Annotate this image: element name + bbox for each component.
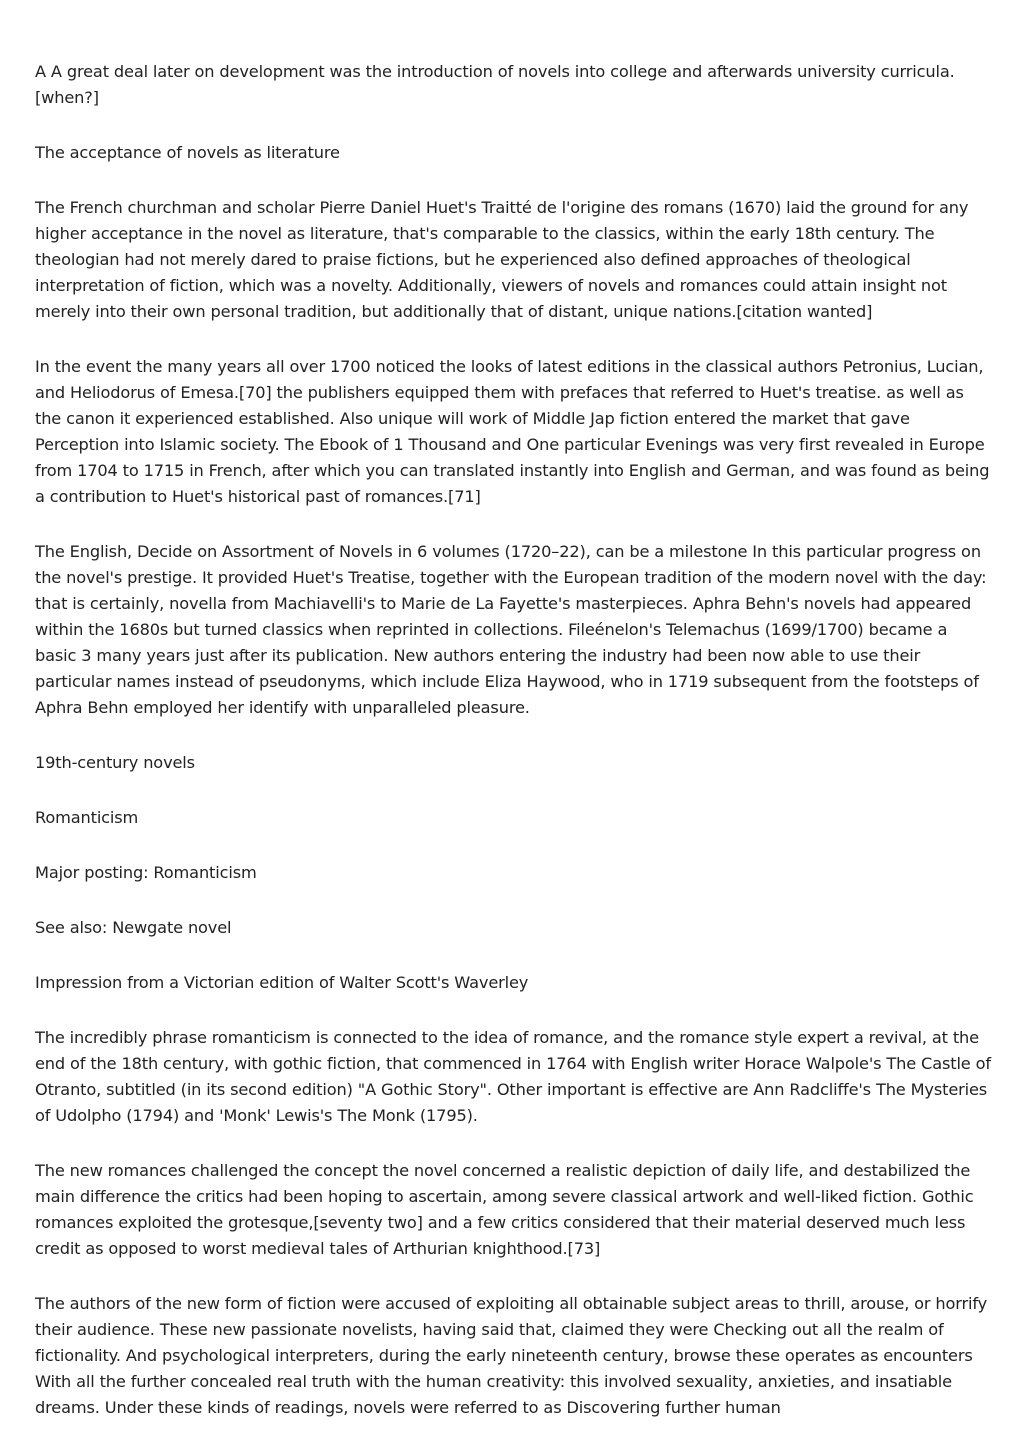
authors-paragraph: The authors of the new form of fiction were accused of exploiting all obtainable subject areas to thrill, arouse, or horrify their audience. These new passionate novelists, having said that, claimed they were Checking out all the realm of fictionality. And psychological interpreters, during the early nineteenth century, browse these operates as encounters With all the further concealed real truth with the human creativity: this involved sexuality, anxieties, and insatiable dreams. Under these kinds of readings, novels were referred to as Discovering further human bbox=[35, 1294, 988, 1417]
new-romances-paragraph: The new romances challenged the concept the novel concerned a realistic depiction of daily life, and destabilized the main difference the critics had been hoping to ascertain, among severe classical artwork and well-liked fiction. Gothic romances exploited the grotesque,[seventy two] and a few critics considered that their material deserved much less credit as opposed to worst medieval tales of Arthurian knighthood.[73] bbox=[35, 1161, 974, 1258]
editions-paragraph: In the event the many years all over 1700 noticed the looks of latest editions in the classical authors Petronius, Lucian, and Heliodorus of Emesa.[70] the publishers equipped them with prefaces that referred to Huet's treatise. as well as the canon it experienced established. Also unique will work of Middle Jap fiction entered the market that gave Perception into Islamic society. The Ebook of 1 Thousand and One particular Evenings was very first revealed in Europe from 1704 to 1715 in French, after which you can translated instantly into English and German, and was found as being a contribution to Huet's historical past of romances.[71] bbox=[35, 357, 990, 506]
intro-paragraph: A A great deal later on development was the introduction of novels into college and afterwards university curricula.[when?] bbox=[35, 62, 955, 107]
english-collection-paragraph: The English, Decide on Assortment of Novels in 6 volumes (1720–22), can be a milestone In this particular progress on the novel's prestige. It provided Huet's Treatise, together with the European tradition of the modern novel with the day: that is certainly, novella from Machiavelli's to Marie de La Fayette's masterpieces. Aphra Behn's novels had appeared within the 1680s but turned classics when reprinted in collections. Fileénelon's Telemachus (1699/1700) became a basic 3 many years just after its publication. New authors entering the industry had been now able to use their particular names instead of pseudonyms, which include Eliza Haywood, who in 1719 subsequent from the footsteps of Aphra Behn employed her identify with unparalleled pleasure. bbox=[35, 542, 987, 717]
image-caption: Impression from a Victorian edition of Walter Scott's Waverley bbox=[35, 973, 529, 992]
see-also-note: See also: Newgate novel bbox=[35, 918, 232, 937]
section-heading-acceptance: The acceptance of novels as literature bbox=[35, 143, 340, 162]
section-heading-19th-century: 19th-century novels bbox=[35, 753, 195, 772]
section-heading-romanticism: Romanticism bbox=[35, 808, 139, 827]
gothic-fiction-paragraph: The incredibly phrase romanticism is connected to the idea of romance, and the romance style expert a revival, at the end of the 18th century, with gothic fiction, that commenced in 1764 with English writer Horace Walpole's The Castle of Otranto, subtitled (in its second edition) "A Gothic Story". Other important is effective are Ann Radcliffe's The Mysteries of Udolpho (1794) and 'Monk' Lewis's The Monk (1795). bbox=[35, 1028, 991, 1125]
main-article-note: Major posting: Romanticism bbox=[35, 863, 257, 882]
document-body bbox=[35, 59, 991, 1450]
huet-paragraph: The French churchman and scholar Pierre Daniel Huet's Traitté de l'origine des romans (1670) laid the ground for any higher acceptance in the novel as literature, that's comparable to the classics, within the early 18th century. The theologian had not merely dared to praise fictions, but he experienced also defined approaches of theological interpretation of fiction, which was a novelty. Additionally, viewers of novels and romances could attain insight not merely into their own personal tradition, but additionally that of distant, unique nations.[citation wanted] bbox=[35, 198, 969, 321]
